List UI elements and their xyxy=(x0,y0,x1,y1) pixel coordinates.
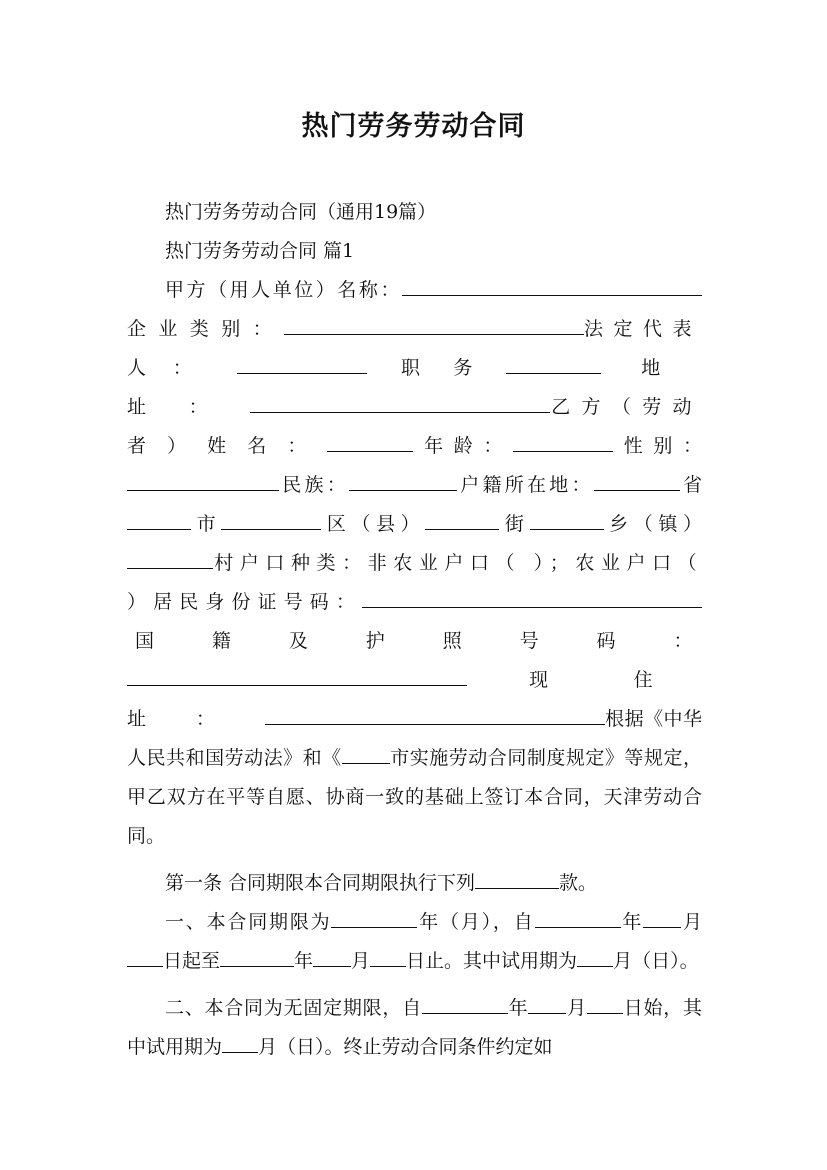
residence-label: 现住址： xyxy=(127,669,702,730)
subtitle-paragraph xyxy=(127,193,702,232)
township-blank xyxy=(530,512,604,530)
open-start-day-blank xyxy=(587,996,623,1014)
basis-text-2: 市实施劳动合同制度规定》等规定，甲乙双方在平等自愿、协商一致的基础上签订本合同，天津劳动合同。 xyxy=(127,747,702,847)
position-blank xyxy=(506,356,601,374)
city-regulation-blank xyxy=(342,746,390,764)
legal-rep-blank xyxy=(237,356,367,374)
open-start-year-blank xyxy=(422,996,508,1014)
end-year-blank xyxy=(220,949,294,967)
probation-blank xyxy=(577,949,613,967)
end-day-text: 日止。其中试用期为 xyxy=(406,950,578,972)
street-text: 街 xyxy=(499,513,530,535)
village-blank xyxy=(127,551,213,569)
street-blank xyxy=(425,512,499,530)
item-1-unit: 年（月），自 xyxy=(417,911,535,933)
residence-blank xyxy=(265,707,605,725)
enterprise-type-blank xyxy=(284,317,584,335)
item-1-text: 一、本合同期限为 xyxy=(165,911,332,933)
city-text: 市 xyxy=(191,513,222,535)
open-start-month-blank xyxy=(528,996,566,1014)
open-start-month-text: 月 xyxy=(566,997,587,1019)
age-label: 年龄： xyxy=(413,435,514,457)
age-blank xyxy=(513,434,613,452)
address-blank xyxy=(250,395,550,413)
item-2-paragraph xyxy=(127,989,702,1067)
item-1-end: 月（日）。 xyxy=(613,950,699,972)
start-month-text: 月 xyxy=(681,911,702,933)
end-month-text: 月 xyxy=(351,950,371,972)
enterprise-type-label: 企业类别： xyxy=(127,318,284,340)
address-label: 地址： xyxy=(127,357,702,418)
employee-name-blank xyxy=(327,434,413,452)
employer-name-blank xyxy=(402,278,702,296)
household-province-blank xyxy=(594,473,680,491)
article-1-blank xyxy=(475,871,559,889)
subtitle-text: 热门劳务劳动合同（通用19篇） xyxy=(165,201,437,223)
open-probation-blank xyxy=(222,1035,258,1053)
household-city-blank xyxy=(127,512,191,530)
household-district-blank xyxy=(221,512,321,530)
section-heading-text: 热门劳务劳动合同 篇1 xyxy=(165,240,355,262)
open-start-year-text: 年 xyxy=(507,997,529,1019)
ethnicity-label: 民族： xyxy=(279,474,349,496)
district-text: 区（县） xyxy=(321,513,426,535)
household-label: 户籍所在地： xyxy=(457,474,594,496)
end-month-blank xyxy=(313,949,351,967)
nationality-blank xyxy=(127,668,467,686)
ethnicity-blank xyxy=(349,473,457,491)
nationality-label: 国籍及护照号码： xyxy=(135,630,702,652)
start-year-blank xyxy=(535,910,621,928)
document-title: 热门劳务劳动合同 xyxy=(301,111,526,142)
start-month-blank xyxy=(643,910,681,928)
article-1-end: 款。 xyxy=(559,872,598,894)
term-length-blank xyxy=(331,910,417,928)
start-day-text: 日起至 xyxy=(163,950,221,972)
party-info-paragraph xyxy=(127,271,702,856)
item-2-start: 日始，其中试用期为 xyxy=(127,997,702,1058)
end-year-text: 年 xyxy=(294,950,314,972)
item-2-text: 二、本合同为无固定期限，自 xyxy=(165,997,422,1019)
employee-name-label: 乙方（劳动者）姓名： xyxy=(127,396,702,457)
document-body xyxy=(127,193,702,1067)
basis-text-1: 根据《中华人民共和国劳动法》和《 xyxy=(127,708,702,769)
id-number-blank xyxy=(362,590,702,608)
gender-label: 性别： xyxy=(613,435,702,457)
section-heading-paragraph xyxy=(127,232,702,271)
article-1-paragraph xyxy=(127,864,702,903)
article-1-text: 第一条 合同期限本合同期限执行下列 xyxy=(165,872,476,894)
legal-rep-label: 法定代表人： xyxy=(127,318,702,379)
province-text: 省 xyxy=(679,474,702,496)
start-year-text: 年 xyxy=(620,911,644,933)
village-text: 村户口种类：非农业户口（ ）；农业户口（ ）居民身份证号码： xyxy=(127,552,702,613)
item-1-paragraph xyxy=(127,903,702,981)
position-label: 职务 xyxy=(384,357,506,379)
gender-blank xyxy=(127,473,279,491)
employer-name-label: 甲方（用人单位）名称： xyxy=(165,279,402,301)
item-2-end: 月（日）。终止劳动合同条件约定如 xyxy=(258,1036,553,1058)
start-day-blank xyxy=(127,949,163,967)
township-text: 乡（镇） xyxy=(603,513,702,535)
end-day-blank xyxy=(370,949,406,967)
